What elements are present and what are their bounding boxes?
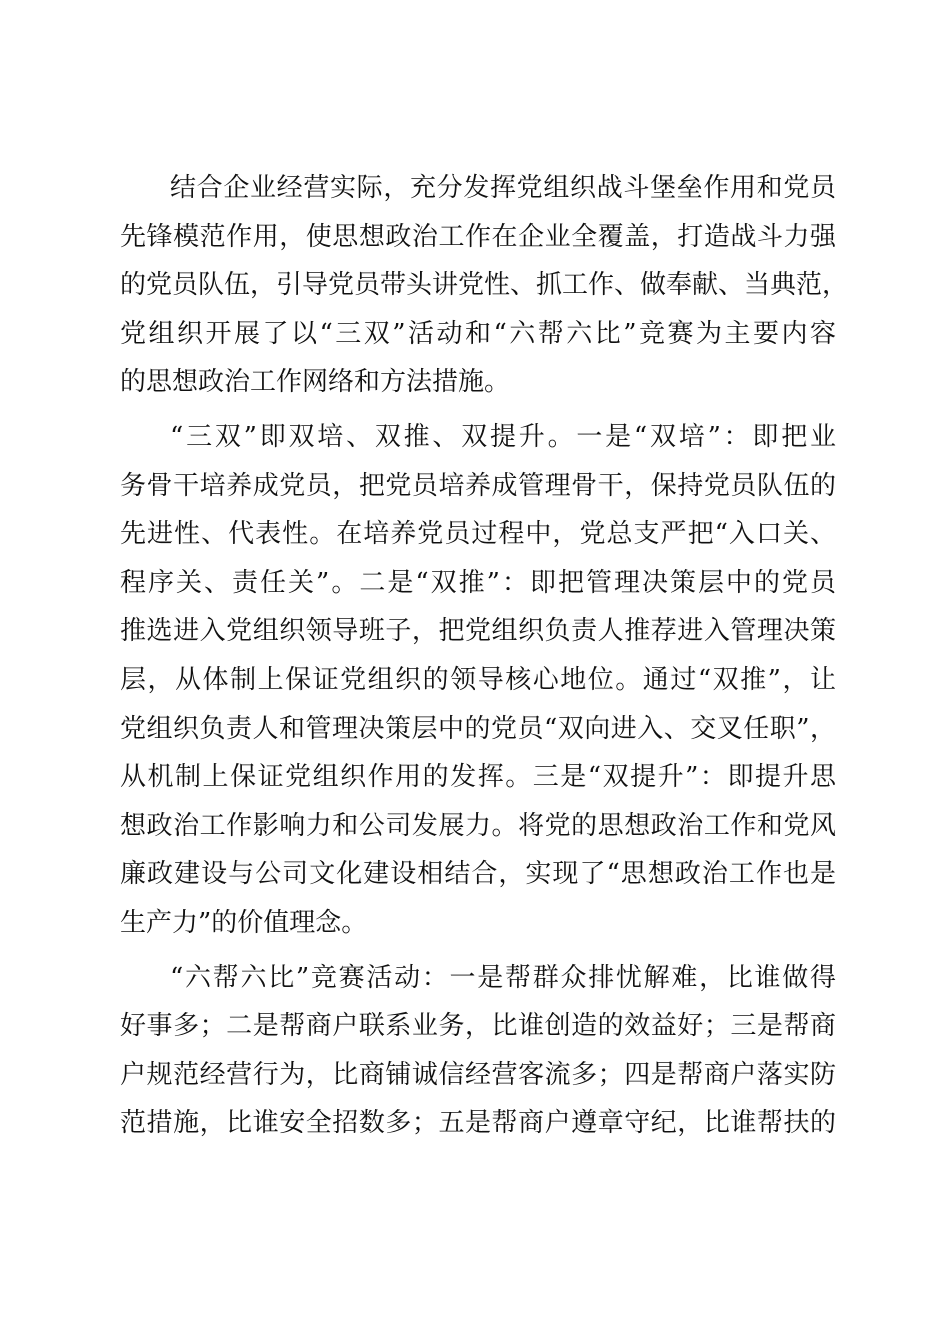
- paragraph-1: [120, 164, 849, 407]
- text-line: 党组织开展了以“三双”活动和“六帮六比”竞赛为主要内容: [120, 318, 836, 349]
- text-line: 先锋模范作用，使思想政治工作在企业全覆盖，打造战斗力强: [120, 221, 836, 252]
- text-line: 的思想政治工作网络和方法措施。: [120, 367, 511, 398]
- text-line: 廉政建设与公司文化建设相结合，实现了“思想政治工作也是: [120, 859, 836, 890]
- text-line: 的党员队伍，引导党员带头讲党性、抓工作、做奉献、当典范，: [120, 270, 849, 301]
- text-line: 先进性、代表性。在培养党员过程中，党总支严把“入口关、: [120, 519, 836, 550]
- text-line: 从机制上保证党组织作用的发挥。三是“双提升”：即提升思: [120, 762, 836, 793]
- body-text: [120, 164, 849, 1148]
- text-line: 户规范经营行为，比商铺诚信经营客流多；四是帮商户落实防: [120, 1059, 836, 1090]
- text-line: 好事多；二是帮商户联系业务，比谁创造的效益好；三是帮商: [120, 1011, 836, 1042]
- text-line: 范措施，比谁安全招数多；五是帮商户遵章守纪，比谁帮扶的: [120, 1108, 836, 1139]
- text-line: “六帮六比”竞赛活动：一是帮群众排忧解难，比谁做得: [170, 962, 836, 993]
- paragraph-3: [120, 954, 836, 1148]
- text-line: 程序关、责任关”。二是“双推”：即把管理决策层中的党员: [120, 567, 836, 598]
- text-line: 党组织负责人和管理决策层中的党员“双向进入、交叉任职”，: [120, 713, 836, 744]
- paragraph-2: [120, 413, 836, 948]
- text-line: 层，从体制上保证党组织的领导核心地位。通过“双推”，让: [120, 664, 836, 695]
- text-line: “三双”即双培、双推、双提升。一是“双培”：即把业: [170, 421, 836, 452]
- text-line: 结合企业经营实际，充分发挥党组织战斗堡垒作用和党员: [170, 173, 836, 203]
- text-line: 生产力”的价值理念。: [120, 907, 368, 938]
- text-line: 务骨干培养成党员，把党员培养成管理骨干，保持党员队伍的: [120, 470, 836, 501]
- text-line: 想政治工作影响力和公司发展力。将党的思想政治工作和党风: [120, 810, 836, 841]
- text-line: 推选进入党组织领导班子，把党组织负责人推荐进入管理决策: [120, 616, 836, 647]
